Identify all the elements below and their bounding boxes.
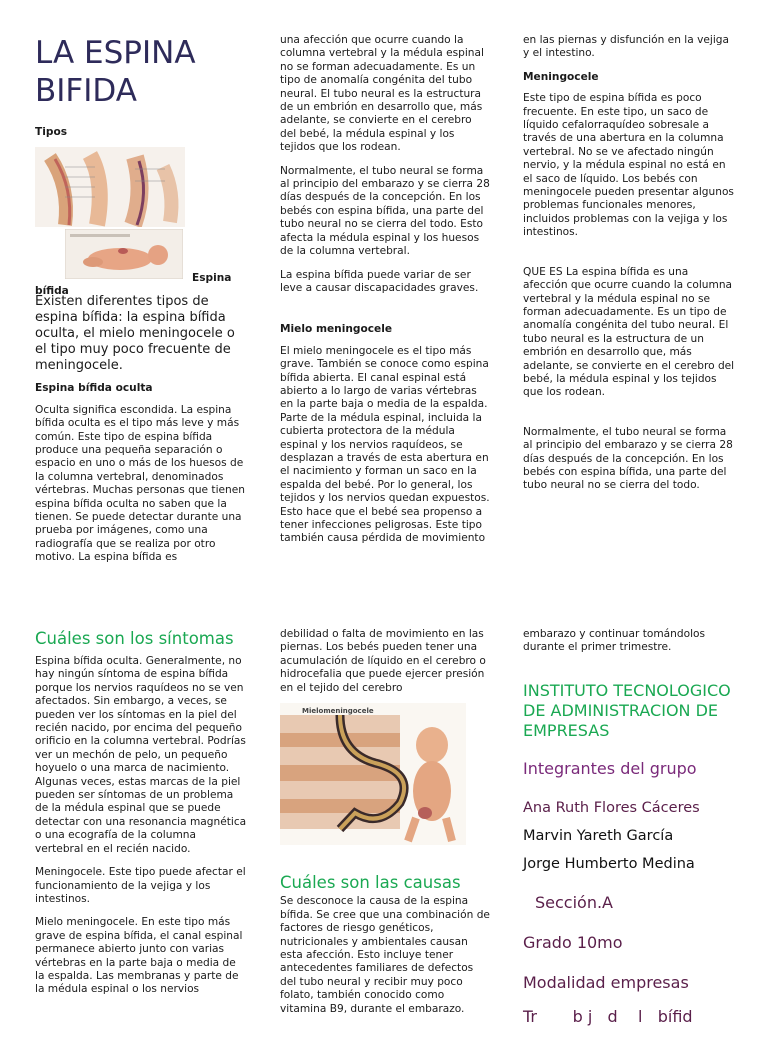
continuation-paragraph: en las piernas y disfunción en la vejiga y el intestino.	[523, 34, 729, 60]
figure-caption: Espina bífida	[35, 272, 232, 298]
normalmente-paragraph: Normalmente, el tubo neural se forma al principio del embarazo y se cierra 28 días después de la concepción. En los bebés con espina bífida, una parte del tubo neural no se cierra del todo.	[523, 425, 733, 492]
modality-label: Modalidad empresas	[523, 972, 689, 992]
cut-off-line: Tr b j d l bífid	[523, 1006, 693, 1026]
column-3-bottom	[523, 628, 735, 1037]
hydrocephalus-paragraph: debilidad o falta de movimiento en las piernas. Los bebés pueden tener una acumulación de líquido en el cerebro o hidrocefalia que puede ejercer presión en el tejido del cerebro	[280, 628, 486, 694]
spine-illustration	[35, 147, 185, 227]
causas-heading: Cuáles son las causas	[280, 873, 461, 893]
oculta-heading: Espina bífida oculta	[35, 382, 153, 395]
spine-types-figure	[35, 147, 247, 298]
column-2-top	[280, 34, 490, 556]
column-3-top	[523, 34, 735, 503]
meningocele-heading: Meningocele	[523, 70, 599, 83]
folate-paragraph: embarazo y continuar tomándolos durante el primer trimestre.	[523, 628, 706, 654]
section-label: Sección.A	[535, 892, 613, 912]
myelomeningocele-illustration	[280, 703, 466, 845]
member-3: Jorge Humberto Medina	[523, 855, 695, 872]
que-es-paragraph: QUE ES La espina bífida es una afección que ocurre cuando la columna vertebral y la médula espinal no se forman adecuadamente. Es un tipo de anomalía congénita del tubo neural. El tubo neural es la estructura de un embrión en desarrollo que, más adelante, se convierte en el cerebro del bebé, la médula espinal y los tejidos que los rodean.	[523, 265, 735, 399]
neural-tube-paragraph: Normalmente, el tubo neural se forma al principio del embarazo y se cierra 28 días después de la concepción. En los bebés con espina bífida, una parte del tubo neural no se cierra del todo. Esto afecta la médula espinal y los huesos de la columna vertebral.	[280, 164, 490, 258]
institute-name: INSTITUTO TECNOLOGICO DE ADMINISTRACION DE EMPRESAS	[523, 680, 731, 740]
grade-label: Grado 10mo	[523, 932, 623, 952]
oculta-paragraph: Oculta significa escondida. La espina bífida oculta es el tipo más leve y más común. Este tipo de espina bífida produce una pequeña separación o espacio en uno o más de los huesos de la columna vertebral, denominados vértebras. Muchas personas que tienen espina bífida oculta no saben que la tienen. Se puede detectar durante una prueba por imágenes, como una radiografía que se realiza por otro motivo. La espina bífida es	[35, 403, 245, 564]
sintomas-mielo-paragraph: Mielo meningocele. En este tipo más grave de espina bífida, el canal espinal permanece abierto junto con varias vértebras en la parte baja o media de la espalda. Las membranas y parte de la médula espinal o los nervios	[35, 916, 243, 996]
intro-paragraph: Existen diferentes tipos de espina bífida: la espina bífida oculta, el mielo meningocele o el tipo muy poco frecuente de meningocele.	[35, 294, 235, 374]
tipos-heading: Tipos	[35, 126, 68, 138]
page-title: LA ESPINA BIFIDA	[35, 35, 196, 109]
sintomas-meningocele-paragraph: Meningocele. Este tipo puede afectar el funcionamiento de la vejiga y los intestinos.	[35, 866, 246, 905]
member-1: Ana Ruth Flores Cáceres	[523, 799, 700, 816]
group-heading: Integrantes del grupo	[523, 758, 697, 778]
causas-paragraph: Se desconoce la causa de la espina bífida. Se cree que una combinación de factores de riesgo genéticos, nutricionales y ambientales causan esta afección. Esto incluye tener antecedentes familiares de defectos del tubo neural y recibir muy poco folato, también conocido como vitamina B9, durante el embarazo.	[280, 895, 490, 1015]
meningocele-paragraph: Este tipo de espina bífida es poco frecuente. En este tipo, un saco de líquido cefalorraquídeo sobresale a través de una abertura en la columna vertebral. No se ve afectado ningún nervio, y la médula espinal no está en el saco de líquido. Los bebés con meningocele pueden presentar algunos problemas funcionales menores, incluidos problemas con la vejiga y los intestinos.	[523, 92, 734, 239]
severity-paragraph: La espina bífida puede variar de ser leve a causar discapacidades graves.	[280, 268, 479, 294]
myelomeningocele-figure	[280, 703, 466, 845]
column-1-top	[35, 34, 247, 575]
column-2-bottom	[280, 628, 490, 1026]
column-1-bottom	[35, 628, 247, 1007]
figure-label: Mielomeningocele	[302, 707, 374, 716]
mielo-heading: Mielo meningocele	[280, 323, 393, 336]
sintomas-oculta-paragraph: Espina bífida oculta. Generalmente, no hay ningún síntoma de espina bífida porque los nervios raquídeos no se ven afectados. Sin embargo, a veces, se pueden ver los síntomas en la piel del recién nacido, por encima del pequeño orificio en la columna vertebral. Podrías ver un mechón de pelo, un pequeño hoyuelo o una marca de nacimiento. Algunas veces, estas marcas de la piel pueden ser síntomas de un problema de la médula espinal que se puede detectar con una resonancia magnética o una ecografía de la columna vertebral en el recién nacido.	[35, 655, 247, 855]
sintomas-heading: Cuáles son los síntomas	[35, 629, 234, 648]
member-2: Marvin Yareth García	[523, 827, 674, 844]
mielo-paragraph: El mielo meningocele es el tipo más grave. También se conoce como espina bífida abierta. El canal espinal está abierto a lo largo de varias vértebras en la parte baja o media de la espalda. Parte de la médula espinal, incluida la cubierta protectora de la médula espinal y los nervios raquídeos, se desplazan a través de esta abertura en el nacimiento y forman un saco en la espalda del bebé. Por lo general, los tejidos y los nervios quedan expuestos. Esto hace que el bebé sea propenso a tener infecciones peligrosas. Este tipo también causa pérdida de movimiento	[280, 344, 490, 545]
definition-paragraph: una afección que ocurre cuando la columna vertebral y la médula espinal no se forman adecuadamente. Es un tipo de anomalía congénita del tubo neural. El tubo neural es la estructura de un embrión en desarrollo que, más adelante, se convierte en el cerebro del bebé, la médula espinal y los tejidos que los rodean.	[280, 34, 484, 154]
